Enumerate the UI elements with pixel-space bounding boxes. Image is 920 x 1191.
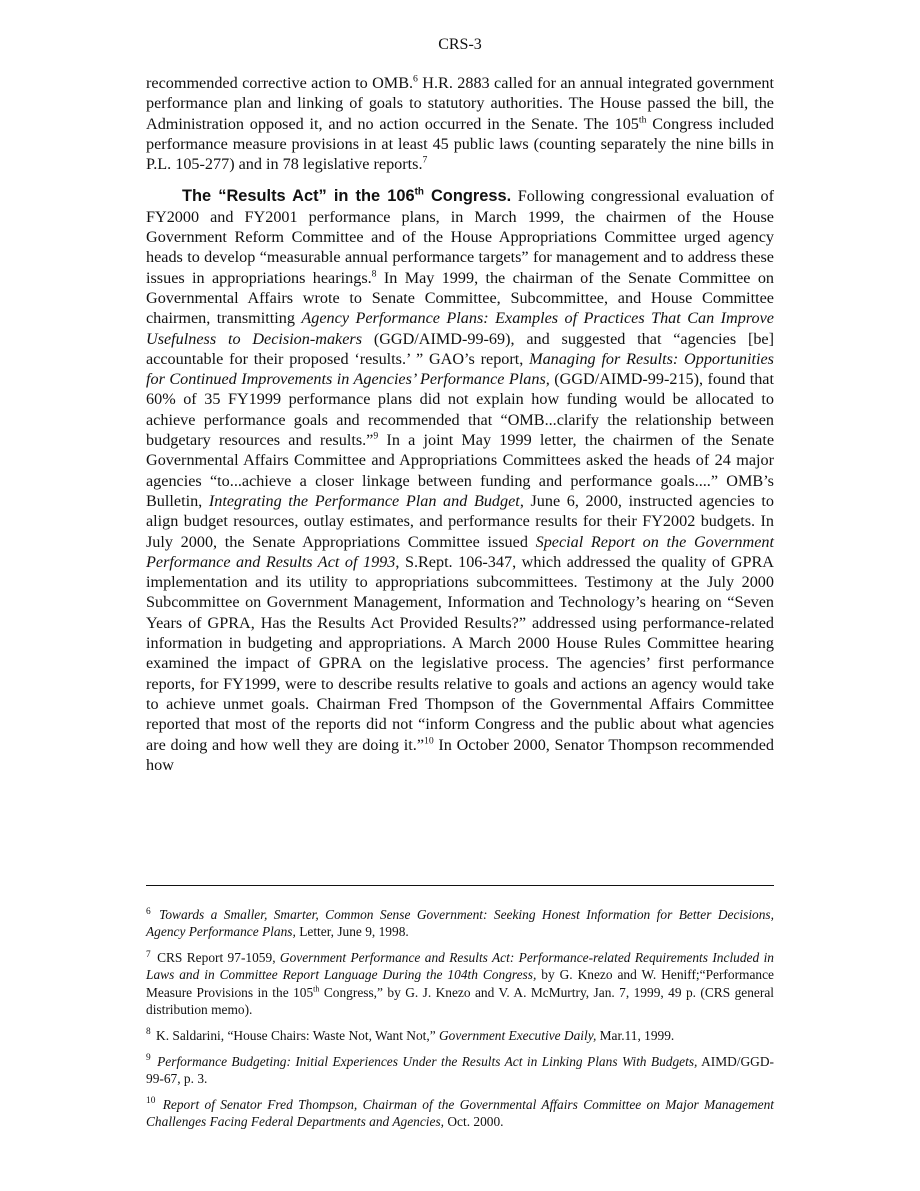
footnote-text: CRS Report 97-1059, [157, 950, 280, 966]
footnote-text: Mar.11, 1999. [596, 1027, 675, 1043]
footnote-text: Congress,” by G. J. Knezo and V. A. McMurtry, Jan. 7, 1999, 49 p. (CRS general distribution memo). [146, 984, 774, 1017]
report-title: Agency Performance Plans: Examples of Practices That Can Improve Usefulness to Decision-makers [146, 309, 774, 348]
footnote-number: 6 [146, 906, 151, 917]
text-run: In a joint May 1999 letter, the chairmen of the Senate Governmental Affairs Committee and Appropriations Committees asked the heads of 24 major agencies “to...achieve a closer linkage between funding and performance goals....” OMB’s Bulletin, [146, 431, 775, 510]
footnotes [146, 906, 774, 1139]
text-run: Congress included performance measure provisions in at least 45 public laws (counting separately the nine bills in P.L. 105-277) and in 78 legislative reports. [146, 114, 774, 174]
heading-text: Congress. [423, 187, 512, 206]
ordinal-suffix: th [414, 187, 424, 199]
text-run: , June 6, 2000, instructed agencies to align budget resources, outlay estimates, and performance results for their FY2002 budgets. In July 2000, the Senate Appropriations Committee issued [146, 491, 774, 551]
section-heading [182, 187, 511, 205]
footnote-title: Report of Senator Fred Thompson, Chairman of the Governmental Affairs Committee on Major Management Challenges Facing Federal Departments and Agencies, [146, 1096, 774, 1129]
footnote-number: 9 [146, 1053, 151, 1064]
text-run: Following congressional evaluation of FY2000 and FY2001 performance plans, in March 1999, the chairmen of the House Government Reform Committee and of the House Appropriations Committee urged agency heads to develop “measurable annual performance targets” for management and to address these issues in appropriations hearings. [146, 187, 774, 287]
text-run: , S.Rept. 106-347, which addressed the quality of GPRA implementation and its utility to appropriations subcommittees. Testimony at the July 2000 Subcommittee on Government Management, Information and Technology’s hearing on “Seven Years of GPRA, Has the Results Act Provided Results?” addressed using performance-related information in budgeting and appropriations. A March 2000 House Rules Committee hearing examined the impact of GPRA on the legislative process. The agencies’ first performance reports, for FY1999, were to describe results relative to goals and actions an agency would take to achieve unmet goals. Chairman Fred Thompson of the Governmental Affairs Committee reported that most of the reports did not “inform Congress and the public about what agencies are doing and how well they are doing it.” [146, 552, 774, 754]
footnote-title: Government Performance and Results Act: Performance-related Requirements Included in Laws and in Committee Report Language During the 104th Congress, [146, 950, 774, 983]
body-text [146, 73, 774, 775]
footnote-separator [146, 885, 774, 886]
text-run: recommended corrective action to OMB. [146, 74, 414, 92]
paragraph-2 [146, 186, 774, 775]
footnote-9 [146, 1053, 774, 1088]
footnote-ref-7[interactable]: 7 [422, 154, 428, 166]
footnote-ref-10[interactable]: 10 [424, 735, 434, 747]
footnote-text: K. Saldarini, “House Chairs: Waste Not, Want Not,” [156, 1027, 440, 1043]
footnote-8 [146, 1027, 774, 1044]
footnote-title: Government Executive Daily, [439, 1027, 597, 1043]
footnote-title: Performance Budgeting: Initial Experiences Under the Results Act in Linking Plans With Budgets, [157, 1053, 698, 1069]
footnote-6 [146, 906, 774, 941]
ordinal-suffix: th [638, 114, 647, 126]
footnote-ref-6[interactable]: 6 [413, 73, 418, 85]
footnote-text: Letter, June 9, 1998. [295, 924, 409, 940]
footnote-number: 8 [146, 1027, 151, 1038]
footnote-title: Towards a Smaller, Smarter, Common Sense Government: Seeking Honest Information for Better Decisions, Agency Performance Plans, [146, 907, 774, 940]
report-title: Special Report on the Government Performance and Results Act of 1993 [146, 532, 774, 571]
heading-text: The “Results Act” in the 106 [182, 187, 415, 206]
footnote-text: by G. Knezo and W. Heniff;“Performance Measure Provisions in the 105 [146, 967, 774, 1000]
text-run: (GGD/AIMD-99-69), and suggested that “agencies [be] accountable for their proposed ‘results.’ ” GAO’s report, [146, 329, 775, 368]
page-number-header: CRS-3 [438, 36, 482, 53]
bulletin-title: Integrating the Performance Plan and Budget [208, 491, 520, 510]
text-run: In October 2000, Senator Thompson recommended how [146, 735, 774, 774]
footnote-text: AIMD/GGD-99-67, p. 3. [146, 1053, 774, 1086]
footnote-10 [146, 1096, 774, 1131]
footnote-number: 10 [146, 1096, 156, 1107]
text-run: In May 1999, the chairman of the Senate Committee on Governmental Affairs wrote to Senate Committee, Subcommittee, and House Committee chairmen, transmitting [146, 268, 775, 328]
report-title: Managing for Results: Opportunities for Continued Improvements in Agencies’ Performance Plans, [146, 349, 774, 389]
footnote-ref-8[interactable]: 8 [371, 268, 377, 280]
footnote-text: Oct. 2000. [444, 1113, 504, 1129]
footnote-number: 7 [146, 949, 151, 960]
footnote-7 [146, 949, 774, 1018]
ordinal-suffix: th [313, 984, 320, 994]
paragraph-1 [146, 73, 774, 174]
text-run: H.R. 2883 called for an annual integrated government performance plan and linking of goals to statutory authorities. The House passed the bill, the Administration opposed it, and no action occurred in the Senate. The 105 [146, 74, 774, 133]
text-run: (GGD/AIMD-99-215), found that 60% of 35 FY1999 performance plans did not explain how funding would be allocated to achieve performance goals and recommended that “OMB...clarify the relationship between budgetary resources and results.” [146, 370, 774, 450]
footnote-ref-9[interactable]: 9 [373, 430, 379, 442]
